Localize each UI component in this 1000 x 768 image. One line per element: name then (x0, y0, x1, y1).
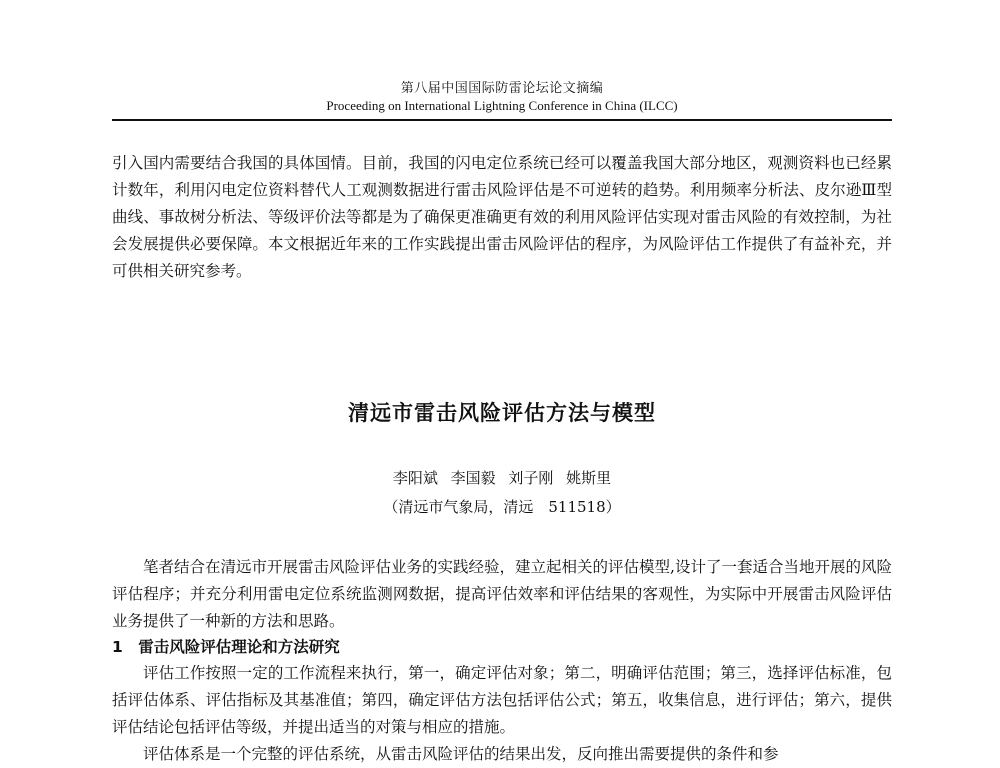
section-paragraph: 评估工作按照一定的工作流程来执行，第一，确定评估对象；第二，明确评估范围；第三，选择评估标准，包括评估体系、评估指标及其基准值；第四，确定评估方法包括评估公式；第五，收集信息，进行评估；第六，提供评估结论包括评估等级，并提出适当的对策与相应的措施。 (112, 664, 892, 736)
header-title-en: Proceeding on International Lightning Conference in China (ILCC) (326, 98, 678, 113)
article-authors: 李阳斌 李国毅 刘子刚 姚斯里 (392, 469, 612, 487)
next-paragraph-fragment: 评估体系是一个完整的评估系统，从雷击风险评估的结果出发，反向推出需要提供的条件和参 (143, 745, 779, 763)
header-title-zh: 第八届中国国际防雷论坛论文摘编 (400, 81, 604, 96)
abstract-paragraph: 笔者结合在清远市开展雷击风险评估业务的实践经验，建立起相关的评估模型,设计了一套适合当地开展的风险评估程序；并充分利用雷电定位系统监测网数据，提高评估效率和评估结果的客观性，为实际中开展雷击风险评估业务提供了一种新的方法和思路。 (112, 558, 892, 630)
article-affiliation: （清远市气象局，清远 511518） (383, 498, 621, 516)
header-rule (112, 119, 892, 121)
running-header (112, 80, 892, 114)
section-heading: 1 雷击风险评估理论和方法研究 (112, 638, 340, 656)
intro-paragraph: 引入国内需要结合我国的具体国情。目前，我国的闪电定位系统已经可以覆盖我国大部分地区，观测资料也已经累计数年，利用闪电定位资料替代人工观测数据进行雷击风险评估是不可逆转的趋势。利用频率分析法、皮尔逊Ⅲ型曲线、事故树分析法、等级评价法等都是为了确保更准确更有效的利用风险评估实现对雷击风险的有效控制，为社会发展提供必要保障。本文根据近年来的工作实践提出雷击风险评估的程序，为风险评估工作提供了有益补充，并可供相关研究参考。 (112, 154, 892, 280)
article-title: 清远市雷击风险评估方法与模型 (348, 401, 656, 425)
